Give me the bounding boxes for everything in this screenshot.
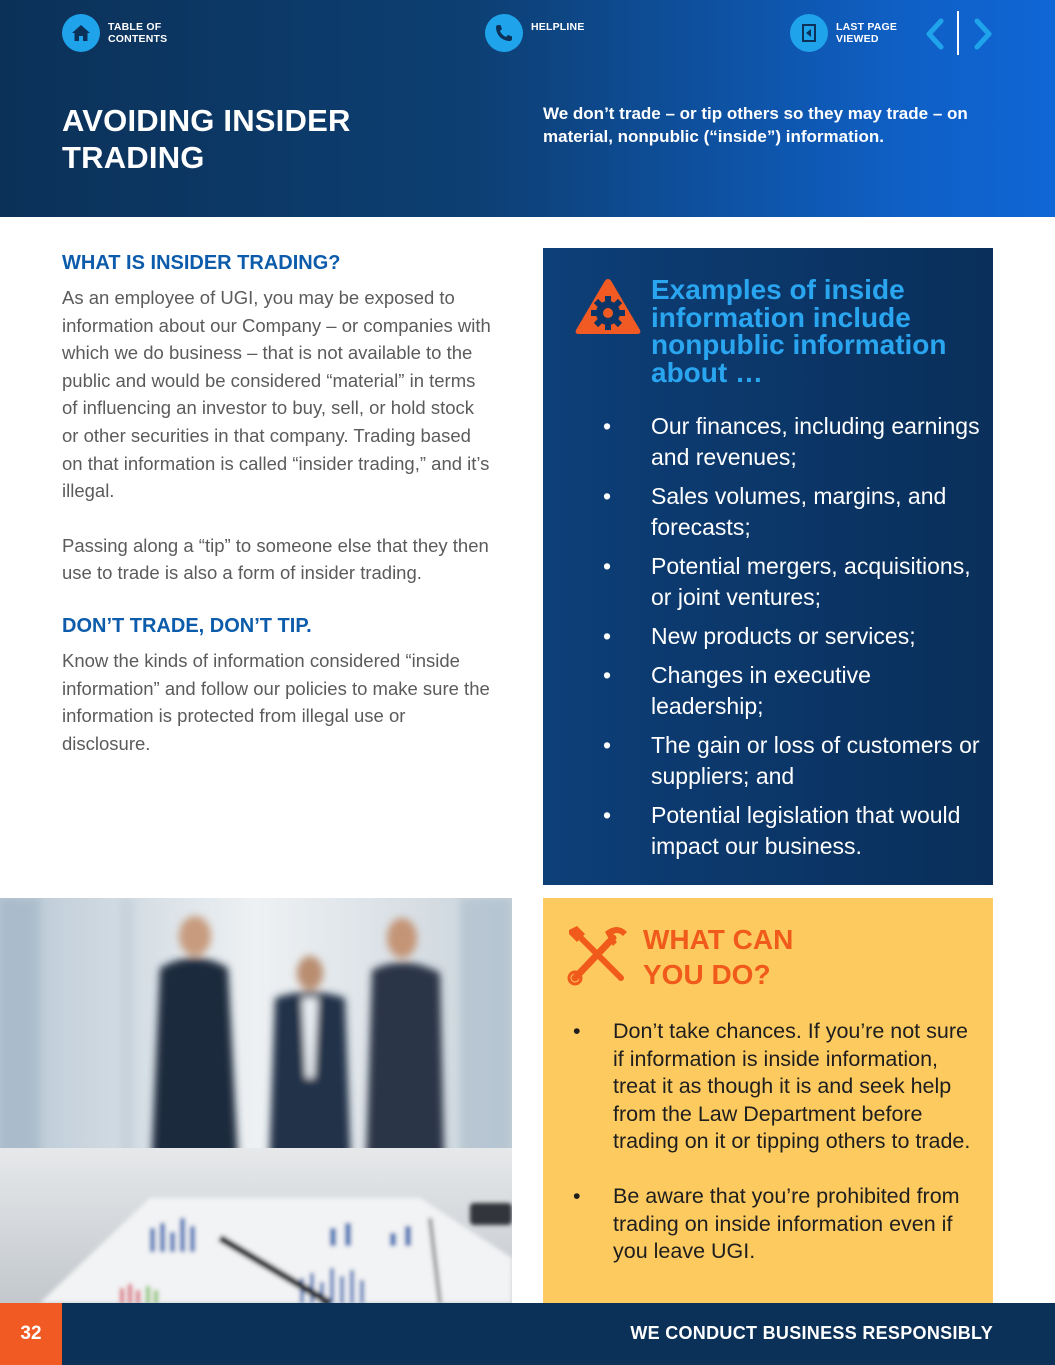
- phone-icon: [485, 14, 523, 52]
- table-of-contents-link[interactable]: [62, 14, 178, 52]
- list-item: • Don’t take chances. If you’re not sure if information is inside information, treat it as though it is and seek help from the Law Department before trading on it or tipping others to trade.: [573, 1019, 971, 1154]
- list-item: • New products or services;: [603, 623, 916, 649]
- list-item: • Changes in executive leadership;: [603, 662, 871, 719]
- page-footer: [0, 1303, 1055, 1365]
- intro-paragraph: As an employee of UGI, you may be exposed to information about our Company – or companies with which we do business – that is not available to the public and would be considered “material” in terms of influencing an investor to buy, sell, or hold stock or other securities in that company. Trading based on that information is called “insider trading,” and it’s illegal.: [62, 287, 491, 502]
- last-page-viewed-label: LAST PAGE VIEWED: [836, 21, 898, 45]
- list-item: • Our finances, including earnings and revenues;: [603, 413, 980, 470]
- tools-icon: [565, 922, 631, 993]
- page-title: AVOIDING INSIDER TRADING: [62, 103, 351, 175]
- examples-box: [543, 248, 993, 885]
- what-can-you-do-list: [573, 1018, 983, 1293]
- tip-paragraph: Passing along a “tip” to someone else that they then use to trade is also a form of insider trading.: [62, 534, 489, 584]
- page-tagline: We don’t trade – or tip others so they may trade – on material, nonpublic (“inside”) information.: [543, 104, 968, 146]
- section-heading-what-is: WHAT IS INSIDER TRADING?: [62, 252, 341, 274]
- intro-column: [62, 250, 492, 757]
- warning-gear-icon: [573, 276, 643, 343]
- list-item: • The gain or loss of customers or suppliers; and: [603, 732, 980, 789]
- last-page-icon: [790, 14, 828, 52]
- section-heading-dont-trade: DON’T TRADE, DON’T TIP.: [62, 614, 312, 637]
- what-can-you-do-heading: WHAT CAN YOU DO?: [643, 924, 794, 990]
- examples-list: [603, 411, 988, 870]
- chevron-left-icon[interactable]: [920, 14, 950, 54]
- footer-section-title: WE CONDUCT BUSINESS RESPONSIBLY: [630, 1323, 993, 1343]
- list-item: • Be aware that you’re prohibited from trading on inside information even if you leave UGI.: [573, 1183, 960, 1264]
- examples-heading: Examples of inside information include nonpublic information about …: [651, 274, 947, 388]
- last-page-viewed-link[interactable]: [790, 14, 906, 52]
- page-number: 32: [0, 1303, 62, 1365]
- policy-paragraph: Know the kinds of information considered “inside information” and follow our policies to make sure the information is protected from illegal use or disclosure.: [62, 649, 490, 754]
- home-icon: [62, 14, 100, 52]
- list-item: • Potential mergers, acquisitions, or joint ventures;: [603, 553, 971, 610]
- chevron-right-icon[interactable]: [968, 14, 998, 54]
- page-header: [0, 0, 1055, 217]
- list-item: • Potential legislation that would impact our business.: [603, 802, 961, 859]
- business-meeting-photo: [0, 898, 512, 1303]
- list-item: • Sales volumes, margins, and forecasts;: [603, 483, 947, 540]
- what-can-you-do-box: [543, 898, 993, 1303]
- helpline-link[interactable]: [485, 14, 601, 52]
- helpline-label: HELPLINE: [531, 21, 585, 33]
- nav-divider: [957, 11, 959, 55]
- table-of-contents-label: TABLE OF CONTENTS: [108, 21, 168, 45]
